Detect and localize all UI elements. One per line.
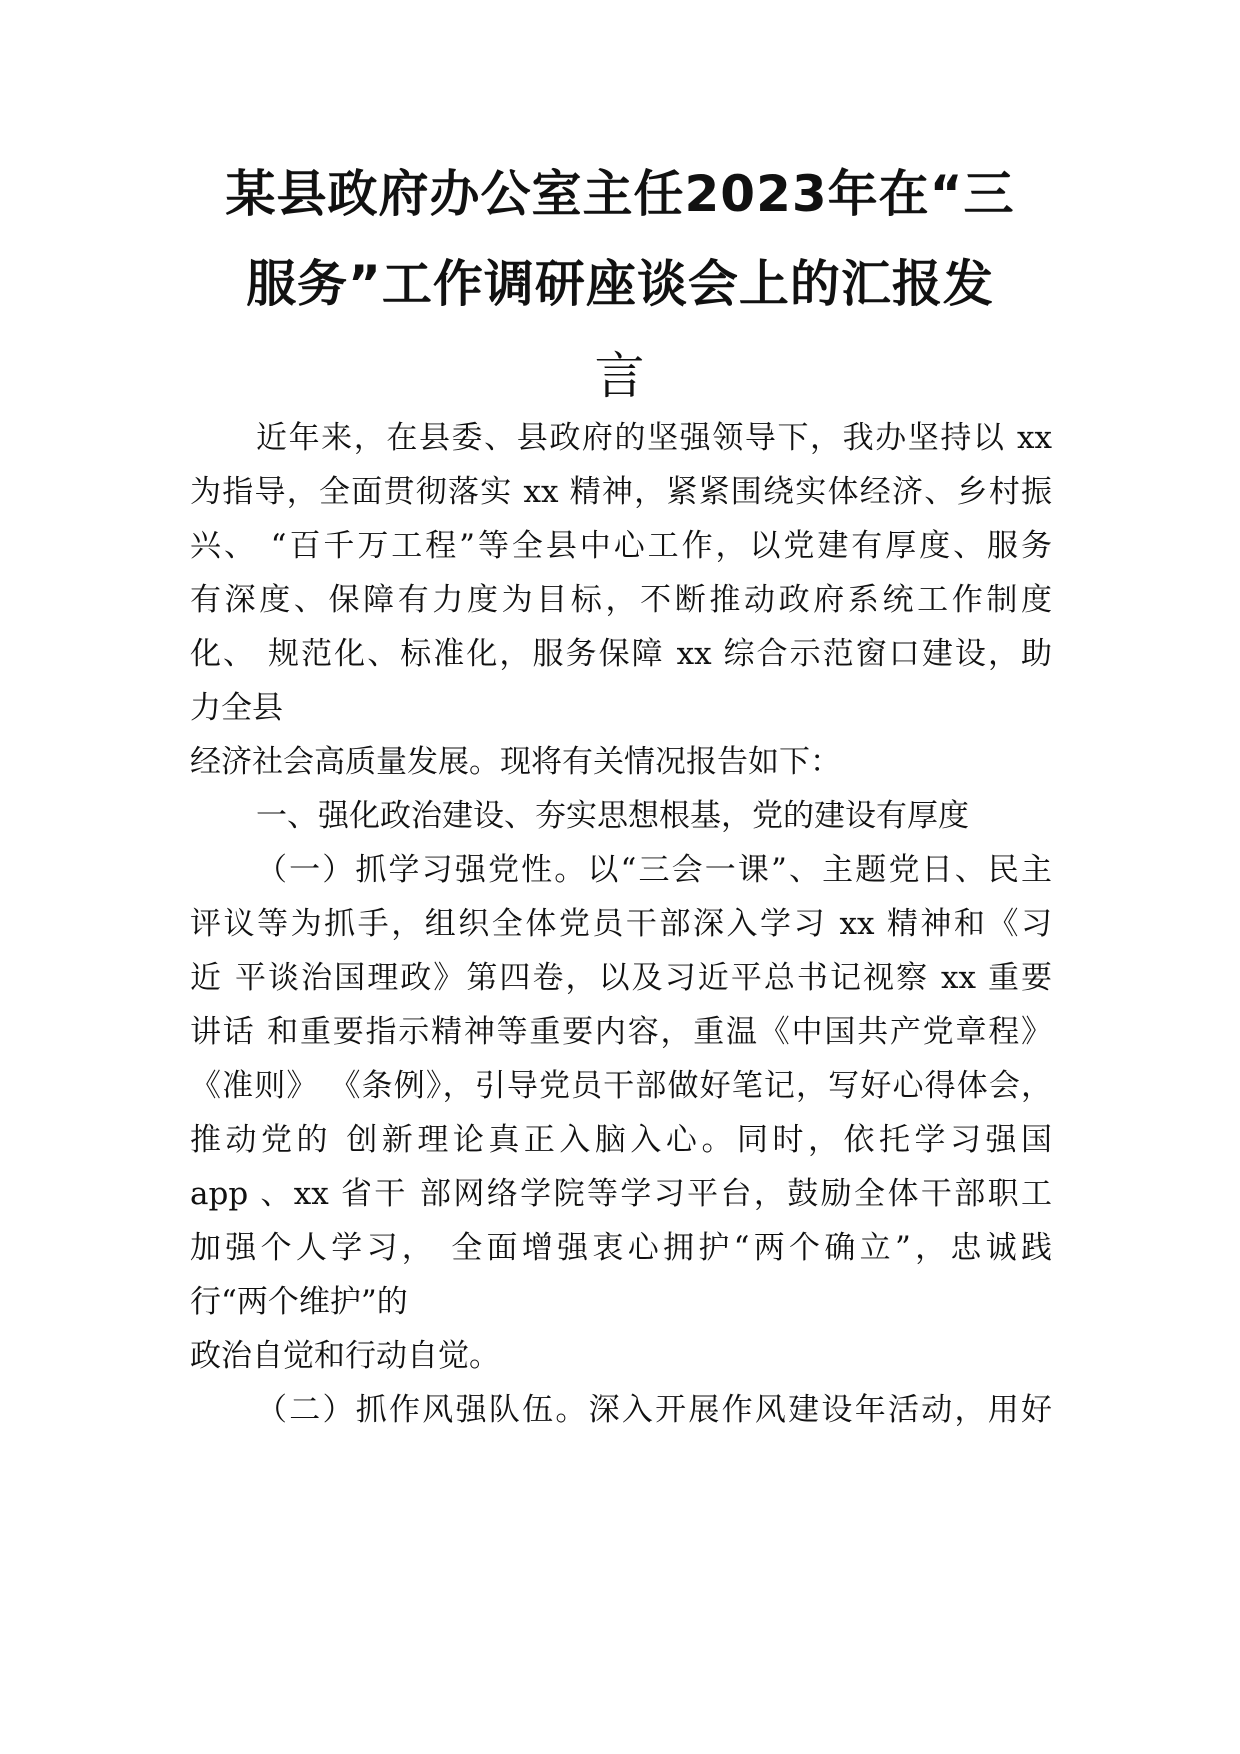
- paragraph-line: 为指导，全面贯彻落实 xx 精神，紧紧围绕实体经济、乡村振: [190, 474, 1052, 510]
- paragraph-line: 行“两个维护”的: [190, 1284, 408, 1320]
- paragraph-line: 《准则》 《条例》，引导党员干部做好笔记，写好心得体会，: [190, 1068, 1052, 1104]
- paragraph-line: 加强个人学习， 全面增强衷心拥护“两个确立”，忠诚践: [190, 1230, 1052, 1266]
- paragraph-line: 经济社会高质量发展。现将有关情况报告如下：: [190, 744, 841, 780]
- paragraph-line: 推动党的 创新理论真正入脑入心。同时，依托学习强国: [190, 1122, 1052, 1158]
- paragraph-line: 化、 规范化、标准化，服务保障 xx 综合示范窗口建设，助: [190, 636, 1052, 672]
- paragraph-line: （二）抓作风强队伍。深入开展作风建设年活动，用好: [256, 1392, 1052, 1428]
- document-title-line-1: 某县政府办公室主任2023年在“三: [225, 165, 1015, 223]
- paragraph-line: 政治自觉和行动自觉。: [190, 1338, 500, 1374]
- document-title-line-2: 服务”工作调研座谈会上的汇报发: [246, 255, 994, 313]
- paragraph-line: 讲话 和重要指示精神等重要内容，重温《中国共产党章程》: [190, 1014, 1052, 1050]
- paragraph-line: 近 平谈治国理政》第四卷，以及习近平总书记视察 xx 重要: [190, 960, 1052, 996]
- paragraph-line: app 、xx 省干 部网络学院等学习平台，鼓励全体干部职工: [190, 1176, 1052, 1212]
- paragraph-line: 近年来，在县委、县政府的坚强领导下，我办坚持以 xx: [256, 420, 1052, 456]
- section-heading: 一、强化政治建设、夯实思想根基，党的建设有厚度: [256, 798, 969, 834]
- document-title-line-3: 言: [594, 347, 646, 405]
- paragraph-line: 兴、 “百千万工程”等全县中心工作，以党建有厚度、服务: [190, 528, 1052, 564]
- paragraph-line: （一）抓学习强党性。以“三会一课”、主题党日、民主: [256, 852, 1052, 888]
- paragraph-line: 有深度、保障有力度为目标，不断推动政府系统工作制度: [190, 582, 1052, 618]
- paragraph-line: 评议等为抓手，组织全体党员干部深入学习 xx 精神和《习: [190, 906, 1052, 942]
- paragraph-line: 力全县: [190, 690, 283, 726]
